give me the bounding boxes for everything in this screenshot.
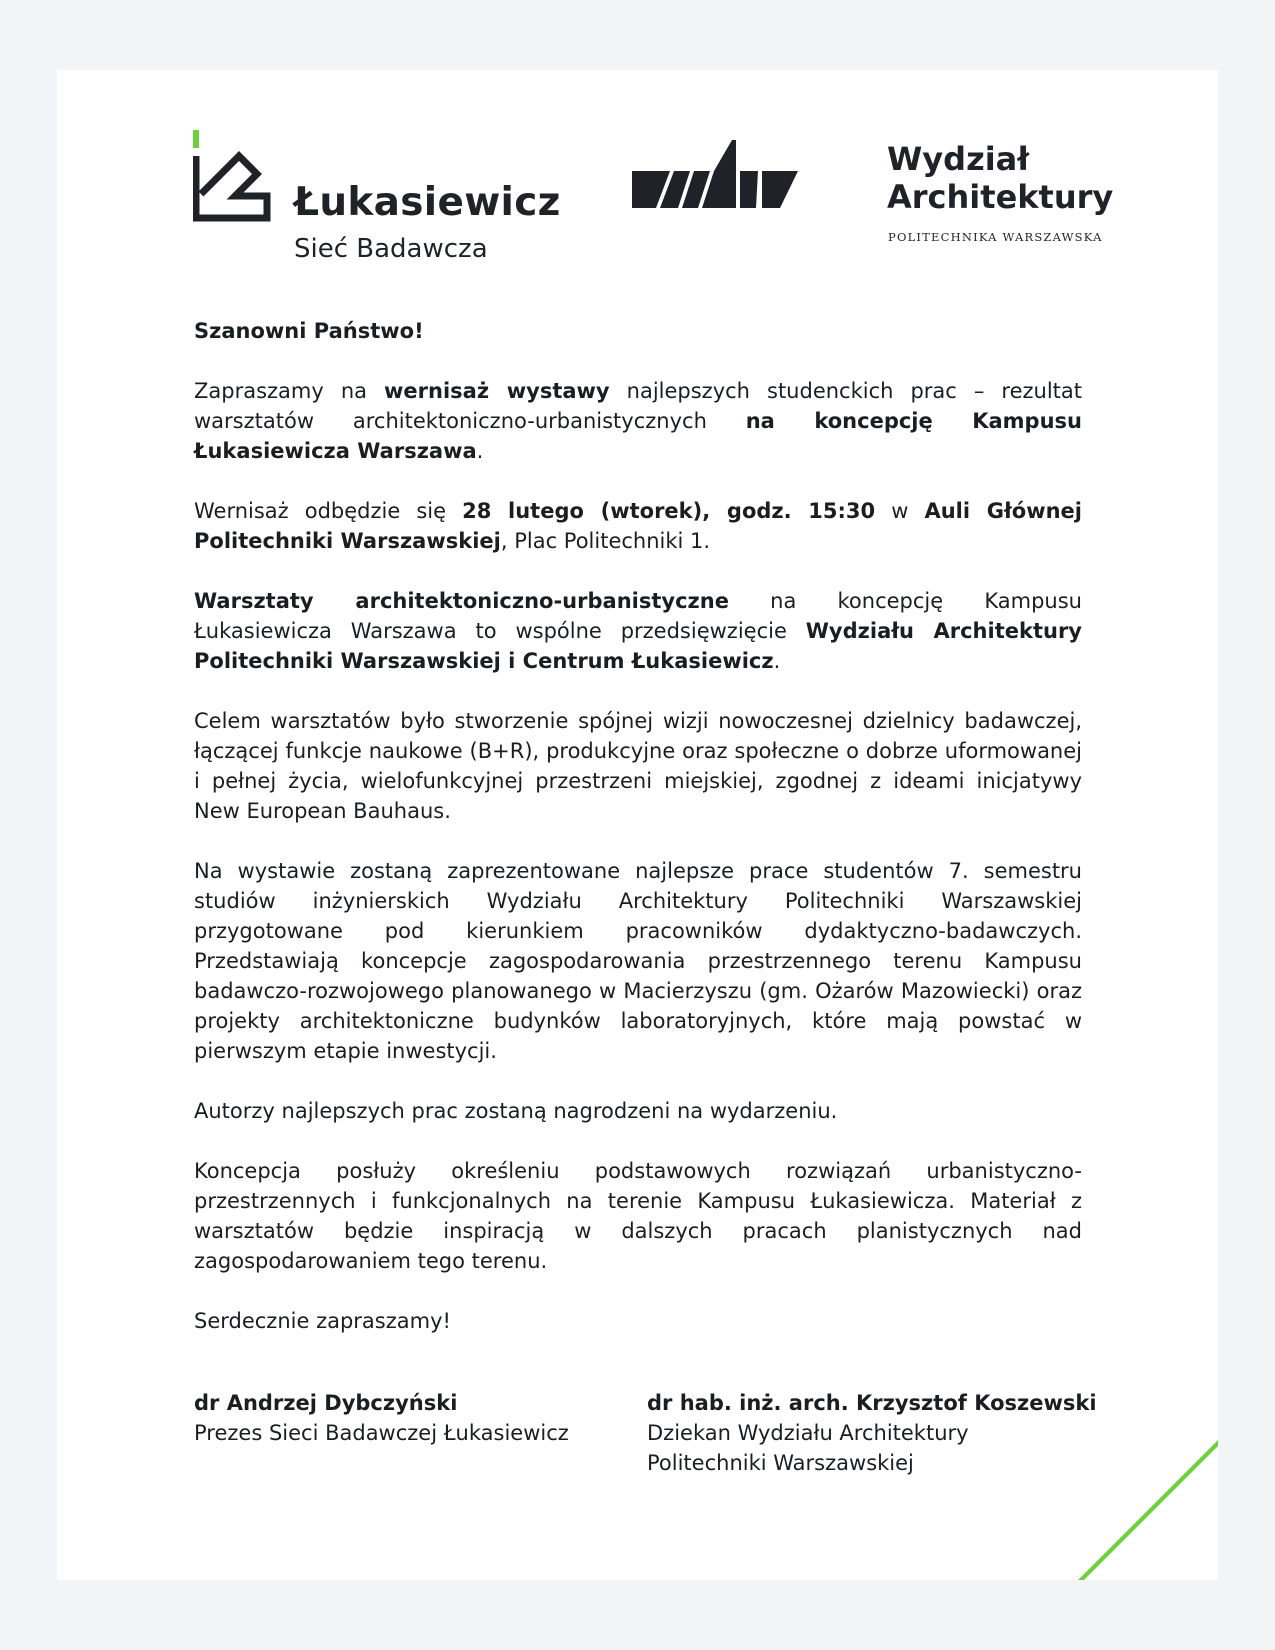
text-bold: Wydziału Architektury Politechniki Warszawskiej i Centrum Łukasiewicz	[194, 619, 1082, 673]
paragraph-workshops	[194, 586, 1082, 676]
closing: Serdecznie zapraszamy!	[194, 1309, 451, 1333]
greeting	[194, 316, 1082, 346]
lukasiewicz-subtitle: Sieć Badawcza	[294, 234, 488, 264]
signature-right	[647, 1388, 1097, 1478]
lukasiewicz-logo	[193, 128, 561, 268]
text-run: Zapraszamy na	[194, 379, 385, 403]
faculty-logo	[632, 138, 1114, 248]
text-run: Wernisaż odbędzie się	[194, 499, 463, 523]
text-bold: na koncepcję Kampusu Łukasiewicza Warszawa	[194, 409, 1082, 463]
corner-accent-stripe	[1078, 1440, 1218, 1580]
text-run: na koncepcję Kampusu Łukasiewicza Warszawa to wspólne przedsięwzięcie	[194, 589, 1082, 643]
text-bold: Warsztaty architektoniczno-urbanistyczne	[194, 589, 729, 613]
paragraph-invitation	[194, 376, 1082, 466]
lukasiewicz-name: Łukasiewicz	[294, 180, 561, 225]
faculty-name-line2: Architektury	[887, 178, 1114, 216]
greeting-text: Szanowni Państwo!	[194, 319, 424, 343]
event-date: 28 lutego (wtorek), godz. 15:30	[462, 499, 876, 523]
paragraph-awards: Autorzy najlepszych prac zostaną nagrodzeni na wydarzeniu.	[194, 1099, 838, 1123]
text-bold: wernisaż wystawy	[384, 379, 610, 403]
faculty-university: POLITECHNIKA WARSZAWSKA	[888, 230, 1103, 244]
signatory-role-line2: Politechniki Warszawskiej	[647, 1451, 914, 1475]
paragraph-date-place	[194, 496, 1082, 556]
lukasiewicz-mark-icon	[193, 128, 293, 238]
signatory-name: dr hab. inż. arch. Krzysztof Koszewski	[647, 1391, 1097, 1415]
faculty-mark-icon	[632, 138, 802, 213]
paragraph-exhibition: Na wystawie zostaną zaprezentowane najlepsze prace studentów 7. semestru studiów inżynierskich Wydziału Architektury Politechniki Warszawskiej przygotowane pod kierunkiem pracowników dydaktyczno-badawczych. Przedstawiają koncepcje zagospodarowania przestrzennego terenu Kampusu badawczo-rozwojowego planowanego w Macierzyszu (gm. Ożarów Mazowiecki) oraz projekty architektoniczne budynków laboratoryjnych, które mają powstać w pierwszym etapie inwestycji.	[194, 859, 1082, 1063]
signature-left	[194, 1388, 569, 1448]
signatory-name: dr Andrzej Dybczyński	[194, 1391, 458, 1415]
text-run: w	[875, 499, 925, 523]
event-venue: Auli Głównej Politechniki Warszawskiej	[194, 499, 1082, 553]
letter-body	[194, 316, 1082, 1366]
text-run: , Plac Politechniki 1.	[500, 529, 711, 553]
letter-page	[57, 70, 1218, 1580]
text-run: .	[773, 649, 781, 673]
signatory-role: Prezes Sieci Badawczej Łukasiewicz	[194, 1421, 569, 1445]
paragraph-goal: Celem warsztatów było stworzenie spójnej wizji nowoczesnej dzielnicy badawczej, łączącej funkcje naukowe (B+R), produkcyjne oraz społeczne o dobrze uformowanej i pełnej życia, wielofunkcyjnej przestrzeni miejskiej, zgodnej z ideami inicjatywy New European Bauhaus.	[194, 709, 1082, 823]
faculty-name-line1: Wydział	[887, 140, 1030, 178]
paragraph-concept: Koncepcja posłuży określeniu podstawowych rozwiązań urbanistyczno-przestrzennych i funkcjonalnych na terenie Kampusu Łukasiewicza. Materiał z warsztatów będzie inspiracją w dalszych pracach planistycznych nad zagospodarowaniem tego terenu.	[194, 1159, 1082, 1273]
text-run: najlepszych studenckich prac – rezultat warsztatów architektoniczno-urbanistycznych	[194, 379, 1082, 433]
signatory-role-line1: Dziekan Wydziału Architektury	[647, 1421, 969, 1445]
text-run: .	[476, 439, 484, 463]
